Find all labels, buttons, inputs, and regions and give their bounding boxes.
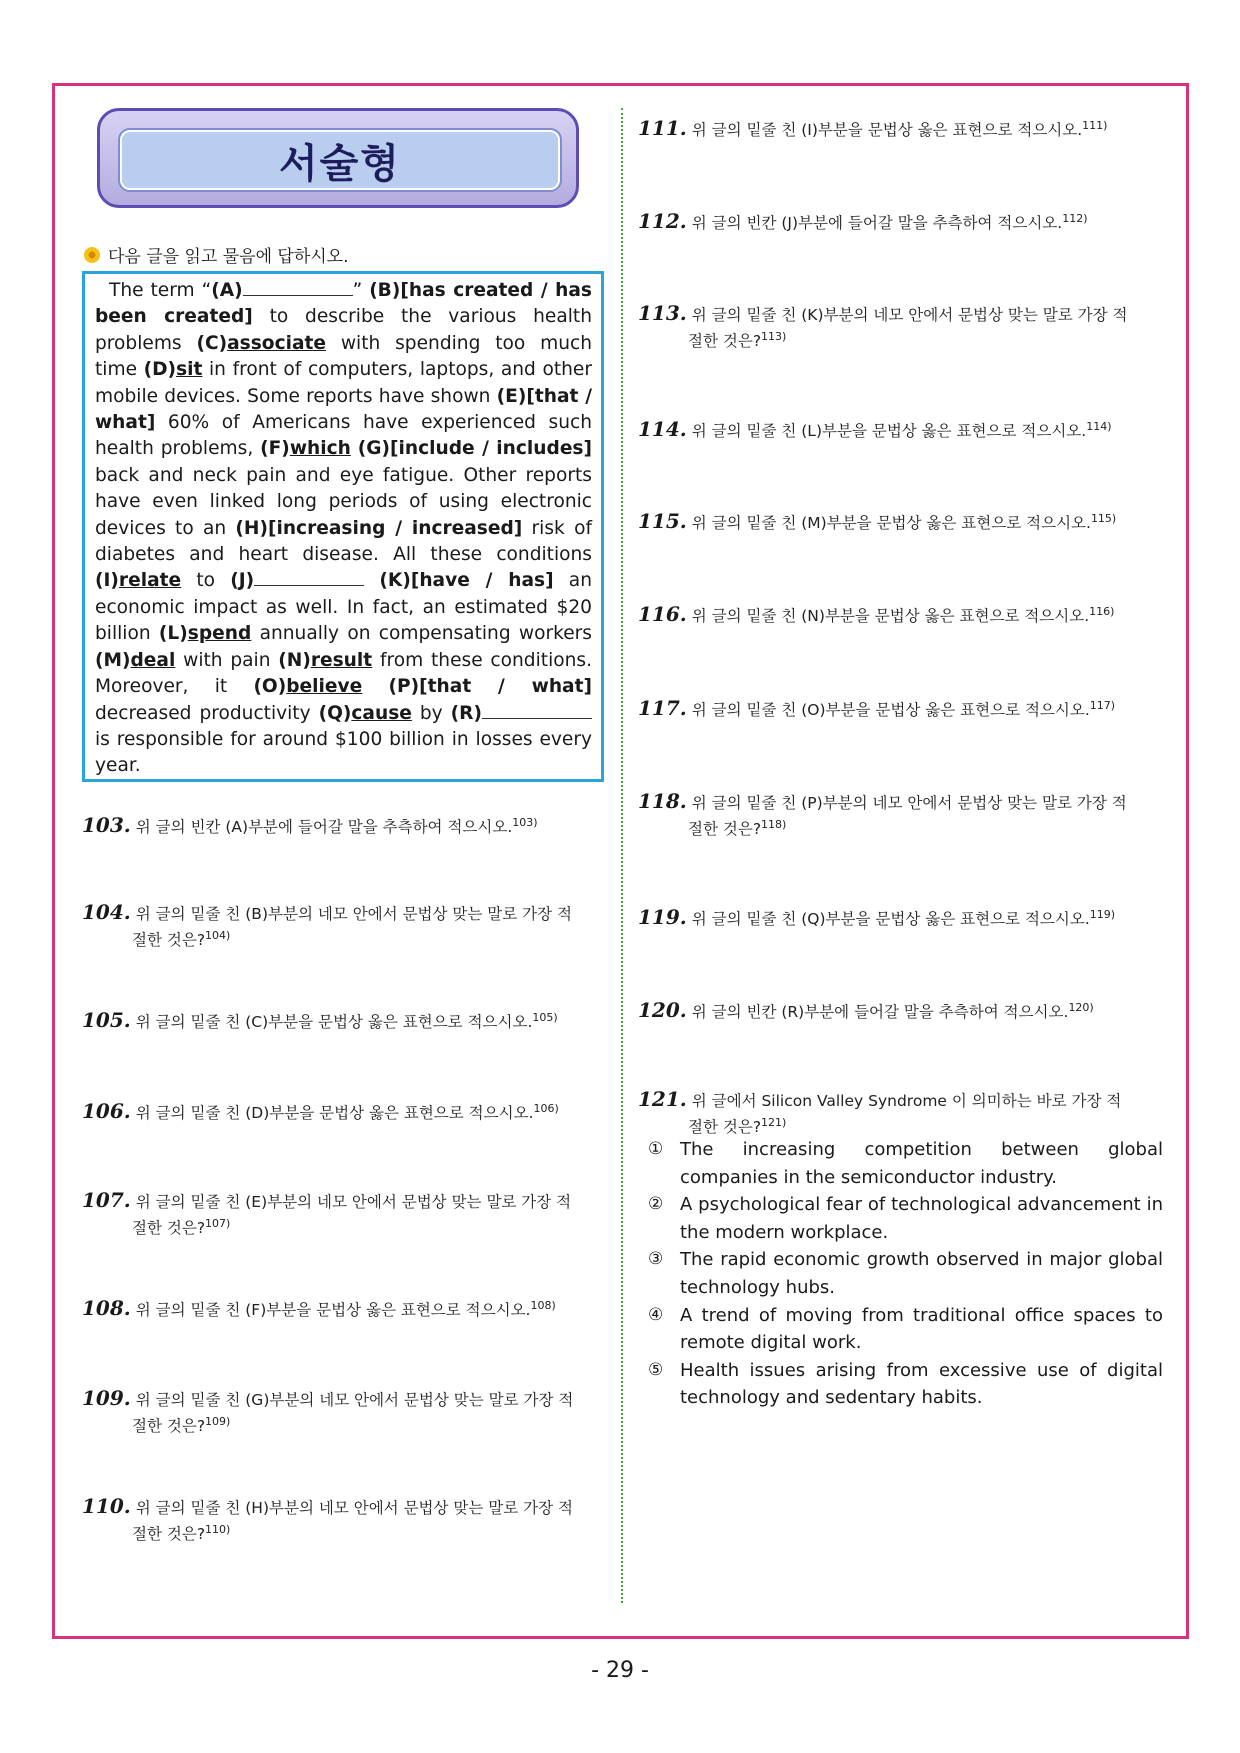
flower-icon (84, 247, 100, 263)
page-number: - 29 - (591, 1658, 649, 1683)
section-banner (97, 108, 579, 208)
box-k: (K)[have / has] (379, 570, 554, 592)
question-105: 105. 위 글의 밑줄 친 (C)부분을 문법상 옳은 표현으로 적으시오.$^{105)}$ (82, 1008, 558, 1033)
box-e: (E)[that / what] (95, 385, 592, 434)
underline-m: deal (130, 649, 176, 671)
question-110: 110. 위 글의 밑줄 친 (H)부분의 네모 안에서 문법상 맞는 말로 가장 적 절한 것은?$^{110)}$ (82, 1494, 574, 1544)
passage-text: The term “(A) ” (B)[has created / has been created] to describe the various health problems (C)associate with spending too much time (D)sit in front of computers, laptops, and other mobile devices. Some reports have shown (E)[that / what] 60% of Americans have experienced such health problems, (F)which (G)[include / includes] back and neck pain and eye fatigue. Other reports have even linked long periods of using electronic devices to an (H)[increasing / increased] risk of diabetes and heart disease. All these conditions (I)relate to (J) (K)[have / has] an economic impact as well. In fact, an estimated $20 billion (L)spend annually on compensating workers (M)deal with pain (N)result from these conditions. Moreover, it (O)believe (P)[that / what] decreased productivity (Q)cause by (R) is responsible for around $100 billion in losses every year. (95, 280, 593, 777)
answer-options (648, 1136, 1163, 1412)
option-5[interactable]: ⑤ Health issues arising from excessive use of digital technology and sedentary habits. (648, 1359, 1163, 1409)
box-g: (G)[include / includes] (357, 438, 593, 460)
underline-i: relate (118, 570, 182, 592)
option-2[interactable]: ② A psychological fear of technological advancement in the modern workplace. (648, 1194, 1163, 1243)
question-112: 112. 위 글의 빈칸 (J)부분에 들어갈 말을 추측하여 적으시오.$^{112)}$ (638, 209, 1088, 234)
question-113: 113. 위 글의 밑줄 친 (K)부분의 네모 안에서 문법상 맞는 말로 가장 적 절한 것은?$^{113)}$ (638, 301, 1128, 351)
question-107: 107. 위 글의 밑줄 친 (E)부분의 네모 안에서 문법상 맞는 말로 가장 적 절한 것은?$^{107)}$ (82, 1188, 572, 1238)
question-111: 111. 위 글의 밑줄 친 (I)부분을 문법상 옳은 표현으로 적으시오.$^{111)}$ (638, 116, 1108, 141)
underline-n: result (310, 649, 373, 671)
underline-d: sit (176, 359, 203, 381)
question-118: 118. 위 글의 밑줄 친 (P)부분의 네모 안에서 문법상 맞는 말로 가장 적 절한 것은?$^{118)}$ (638, 789, 1127, 839)
option-3[interactable]: ③ The rapid economic growth observed in major global technology hubs. (648, 1249, 1163, 1298)
question-114: 114. 위 글의 밑줄 친 (L)부분을 문법상 옳은 표현으로 적으시오.$^{114)}$ (638, 417, 1112, 442)
question-108: 108. 위 글의 밑줄 친 (F)부분을 문법상 옳은 표현으로 적으시오.$^{108)}$ (82, 1296, 556, 1321)
option-1[interactable]: ① The increasing competition between global companies in the semiconductor industry. (648, 1139, 1163, 1188)
instruction-text: 다음 글을 읽고 물음에 답하시오. (108, 247, 349, 267)
blank-a: (A) (211, 280, 352, 301)
passage-box (82, 271, 604, 782)
question-106: 106. 위 글의 밑줄 친 (D)부분을 문법상 옳은 표현으로 적으시오.$^{106)}$ (82, 1099, 559, 1124)
underline-l: spend (187, 623, 252, 645)
box-p: (P)[that / what] (388, 676, 592, 698)
question-121: 121. 위 글에서 Silicon Valley Syndrome 이 의미하는 바로 가장 적 절한 것은?$^{121)}$ (638, 1087, 1122, 1137)
option-4[interactable]: ④ A trend of moving from traditional office spaces to remote digital work. (648, 1304, 1163, 1354)
blank-r: (R) (451, 703, 592, 724)
question-117: 117. 위 글의 밑줄 친 (O)부분을 문법상 옳은 표현으로 적으시오.$^{117)}$ (638, 696, 1116, 721)
box-h: (H)[increasing / increased] (235, 517, 523, 539)
column-divider (621, 108, 623, 1603)
question-119: 119. 위 글의 밑줄 친 (Q)부분을 문법상 옳은 표현으로 적으시오.$^{119)}$ (638, 905, 1116, 930)
instruction (84, 242, 349, 267)
question-115: 115. 위 글의 밑줄 친 (M)부분을 문법상 옳은 표현으로 적으시오.$^{115)}$ (638, 509, 1117, 534)
banner-inner (120, 130, 560, 190)
underline-f: which (289, 438, 351, 460)
box-b: (B)[has created / has been created] (95, 280, 592, 328)
question-103: 103. 위 글의 빈칸 (A)부분에 들어갈 말을 추측하여 적으시오.$^{103)}$ (82, 813, 538, 838)
underline-q: cause (351, 702, 412, 724)
question-120: 120. 위 글의 빈칸 (R)부분에 들어갈 말을 추측하여 적으시오.$^{120)}$ (638, 998, 1094, 1023)
blank-j: (J) (230, 570, 364, 591)
underline-c: associate (227, 332, 327, 354)
question-104: 104. 위 글의 밑줄 친 (B)부분의 네모 안에서 문법상 맞는 말로 가장 적 절한 것은?$^{104)}$ (82, 900, 572, 950)
section-title: 서술형 (279, 140, 401, 187)
question-116: 116. 위 글의 밑줄 친 (N)부분을 문법상 옳은 표현으로 적으시오.$^{116)}$ (638, 602, 1115, 627)
underline-o: believe (286, 676, 363, 698)
question-109: 109. 위 글의 밑줄 친 (G)부분의 네모 안에서 문법상 맞는 말로 가장 적 절한 것은?$^{109)}$ (82, 1386, 574, 1436)
